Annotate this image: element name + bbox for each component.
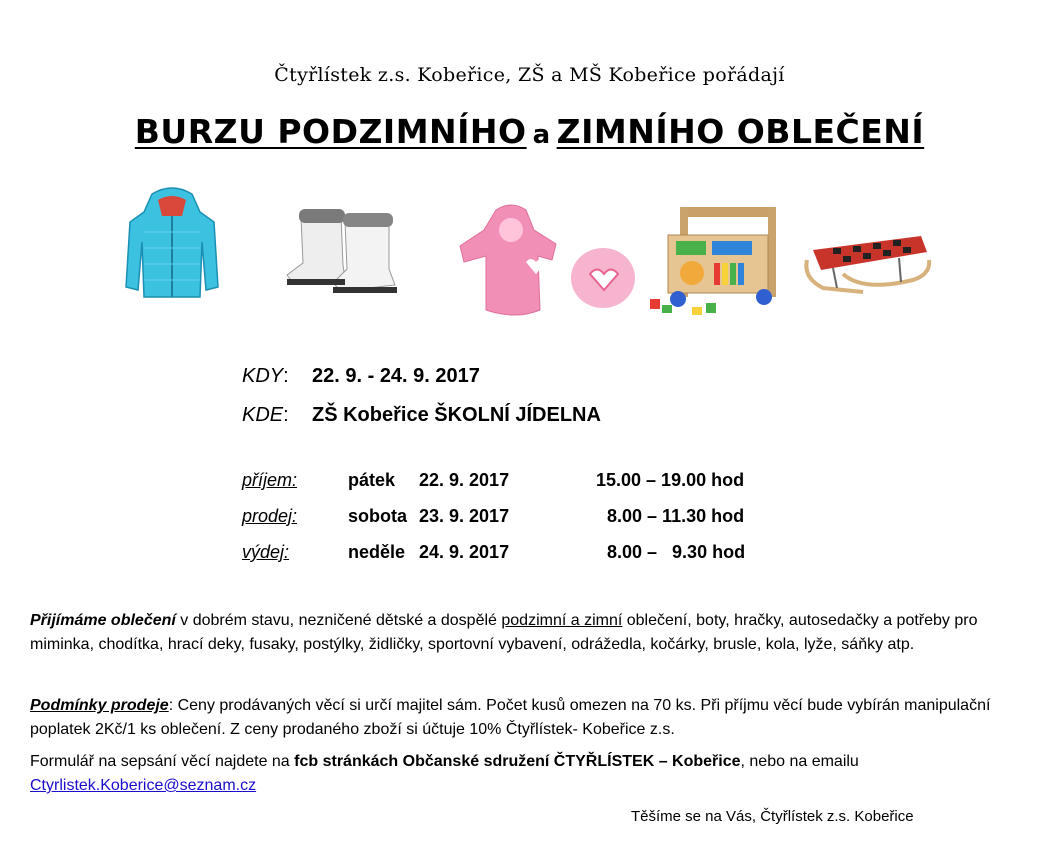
schedule-row-sale	[242, 506, 745, 527]
schedule-row-return	[242, 542, 746, 563]
page-title	[0, 112, 1059, 151]
when-value: 22. 9. - 24. 9. 2017	[312, 365, 480, 387]
conditions-text: : Ceny prodávaných věcí si určí majitel sám. Počet kusů omezen na 70 ks. Při příjmu věcí bude vybírán manipulační poplatek 2Kč/1 ks oblečení. Z ceny prodaného zboží si účtuje 10% Čtyřlístek- Kobeřice z.s.	[30, 697, 991, 738]
form-paragraph	[30, 750, 1045, 798]
where-row: KDE: ZŠ Kobeřice ŠKOLNÍ JÍDELNA	[242, 404, 601, 426]
schedule-time: 8.00 – 9.30 hod	[607, 542, 746, 562]
schedule-date: 22. 9. 2017	[419, 470, 510, 490]
when-label: KDY	[242, 365, 284, 387]
email-link[interactable]: Ctyrlistek.Koberice@seznam.cz	[30, 777, 257, 794]
accept-text-2: oblečení, boty, hračky, autosedačky a potřeby pro miminka, chodítka, hrací deky, fusaky, postýlky, židličky, sportovní vybavení, odrážedla, kočárky, brusle, kola, lyže, sáňky atp.	[30, 612, 978, 653]
form-text-1: Formulář na sepsání věcí najdete na	[30, 753, 295, 770]
schedule-label: prodej:	[242, 506, 298, 526]
where-value: ZŠ Kobeřice ŠKOLNÍ JÍDELNA	[312, 404, 601, 426]
schedule-row-receive	[242, 470, 745, 491]
schedule-time: 8.00 – 11.30 hod	[607, 506, 745, 526]
title-part-winter: ZIMNÍHO OBLEČENÍ	[556, 112, 925, 151]
schedule-date: 24. 9. 2017	[419, 542, 510, 562]
schedule-day: pátek	[348, 470, 396, 490]
baby-sleeping-bag-image	[456, 200, 636, 320]
accept-underlined: podzimní a zimní	[501, 612, 623, 629]
conditions-heading: Podmínky prodeje	[30, 697, 169, 714]
signature: Těšíme se na Vás, Čtyřlístek z.s. Kobeřice	[631, 808, 914, 825]
schedule-time: 15.00 – 19.00 hod	[596, 470, 745, 490]
when-row: KDY: 22. 9. - 24. 9. 2017	[242, 365, 480, 387]
schedule-day: sobota	[348, 506, 408, 526]
organizer-line: Čtyřlístek z.s. Kobeřice, ZŠ a MŠ Kobeřice pořádají	[274, 64, 785, 86]
schedule-date: 23. 9. 2017	[419, 506, 510, 526]
accept-paragraph	[30, 609, 1045, 657]
form-facebook-name: fcb stránkách Občanské sdružení ČTYŘLÍSTEK – Kobeřice	[294, 753, 741, 770]
form-text-2: , nebo na emailu	[740, 753, 859, 770]
winter-boots-image	[283, 205, 413, 297]
schedule-label: výdej:	[242, 542, 290, 562]
blue-jacket-image	[122, 182, 222, 302]
where-label: KDE	[242, 404, 284, 426]
toy-walker-image	[648, 205, 788, 317]
schedule-day: neděle	[348, 542, 406, 562]
conditions-paragraph	[30, 694, 1045, 742]
accept-text-1: v dobrém stavu, nezničené dětské a dospělé	[175, 612, 502, 629]
title-part-autumn: BURZU PODZIMNÍHO	[134, 112, 527, 151]
accept-heading: Přijímáme oblečení	[30, 612, 176, 629]
sled-image	[803, 230, 935, 300]
title-conjunction: a	[532, 120, 551, 150]
schedule-label: příjem:	[242, 470, 298, 490]
